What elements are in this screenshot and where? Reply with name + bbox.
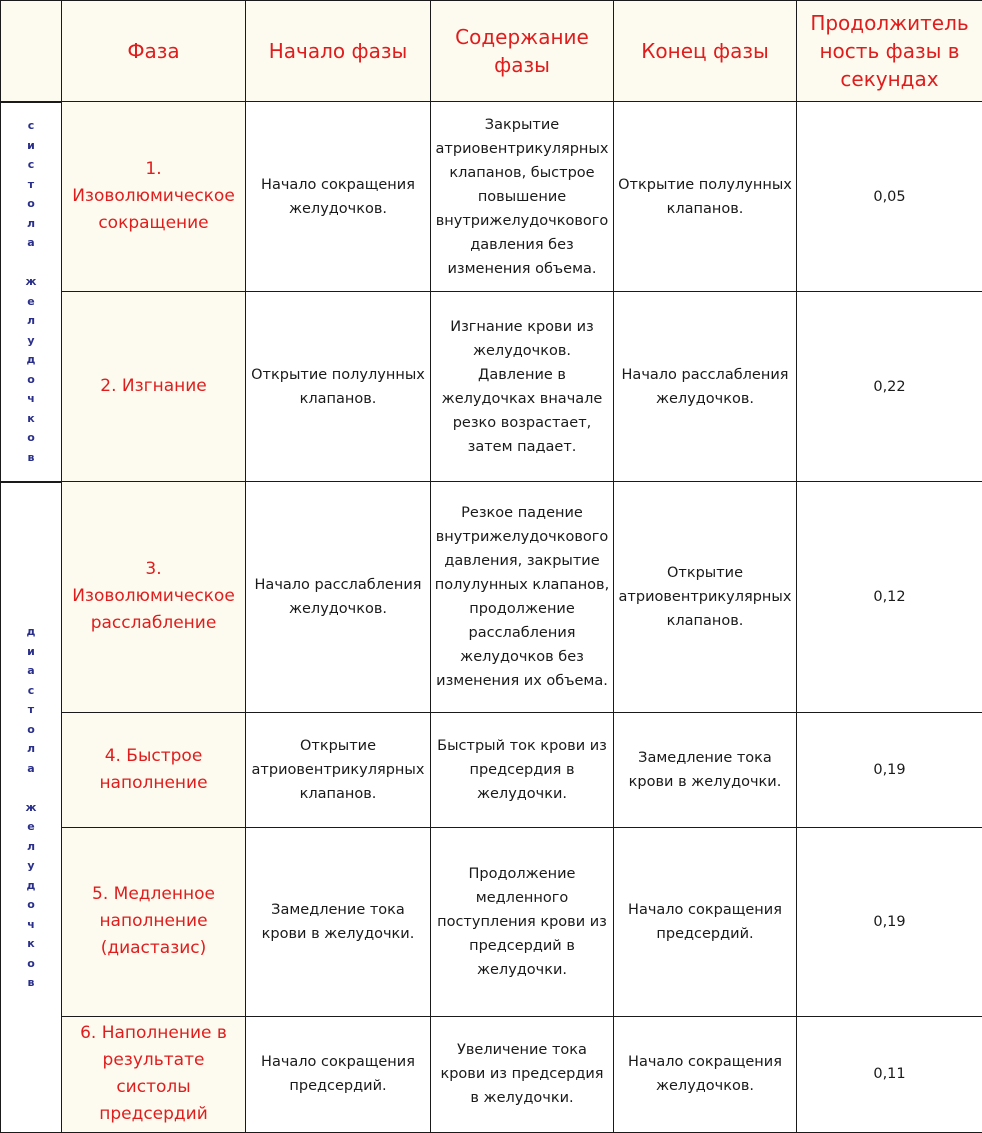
phase-content: Изгнание крови из желудочков. Давление в желудочках вначале резко возрастает, затем падает.: [431, 292, 614, 482]
header-start: Начало фазы: [246, 1, 431, 102]
phase-content: Закрытие атриовентрикулярных клапанов, быстрое повышение внутрижелудочкового давления без изменения объема.: [431, 102, 614, 292]
phase-duration: 0,05: [797, 102, 982, 292]
phase-content: Быстрый ток крови из предсердия в желудочки.: [431, 712, 614, 827]
phase-name: 1. Изоволюмическое сокращение: [62, 102, 246, 292]
phase-start: Начало сокращения предсердий.: [246, 1016, 431, 1132]
phase-content: Резкое падение внутрижелудочкового давления, закрытие полулунных клапанов, продолжение расслабления желудочков без изменения их объема.: [431, 482, 614, 712]
phase-name: 4. Быстрое наполнение: [62, 712, 246, 827]
phase-end: Начало сокращения предсердий.: [614, 827, 797, 1016]
table-row: [1, 292, 982, 482]
phase-content: Продолжение медленного поступления крови из предсердий в желудочки.: [431, 827, 614, 1016]
phase-name: 5. Медленное наполнение (диастазис): [62, 827, 246, 1016]
header-row: [1, 1, 982, 102]
phase-end: Открытие атриовентрикулярных клапанов.: [614, 482, 797, 712]
corner-cell: [1, 1, 62, 102]
phase-duration: 0,22: [797, 292, 982, 482]
header-end: Конец фазы: [614, 1, 797, 102]
phase-start: Начало сокращения желудочков.: [246, 102, 431, 292]
phase-name: 3. Изоволюмическое расслабление: [62, 482, 246, 712]
phase-end: Замедление тока крови в желудочки.: [614, 712, 797, 827]
phase-end: Начало расслабления желудочков.: [614, 292, 797, 482]
group-label-diastole: д и а с т о л а ж е л у д о ч к о в: [1, 482, 62, 1133]
phase-duration: 0,11: [797, 1016, 982, 1132]
group-label-systole: с и с т о л а ж е л у д о ч к о в: [1, 102, 62, 482]
header-duration: Продолжитель ность фазы в секундах: [797, 1, 982, 102]
phase-content: Увеличение тока крови из предсердия в желудочки.: [431, 1016, 614, 1132]
header-phase: Фаза: [62, 1, 246, 102]
phase-duration: 0,19: [797, 827, 982, 1016]
phase-start: Открытие полулунных клапанов.: [246, 292, 431, 482]
table-row: [1, 102, 982, 292]
phase-duration: 0,12: [797, 482, 982, 712]
phase-name: 6. Наполнение в результате систолы предсердий: [62, 1016, 246, 1132]
table-row: [1, 482, 982, 712]
table-row: [1, 712, 982, 827]
phase-start: Открытие атриовентрикулярных клапанов.: [246, 712, 431, 827]
phase-duration: 0,19: [797, 712, 982, 827]
header-content: Содержание фазы: [431, 1, 614, 102]
phase-name: 2. Изгнание: [62, 292, 246, 482]
phase-end: Открытие полулунных клапанов.: [614, 102, 797, 292]
phase-end: Начало сокращения желудочков.: [614, 1016, 797, 1132]
phase-start: Начало расслабления желудочков.: [246, 482, 431, 712]
phase-start: Замедление тока крови в желудочки.: [246, 827, 431, 1016]
table-row: [1, 827, 982, 1016]
table-row: [1, 1016, 982, 1132]
